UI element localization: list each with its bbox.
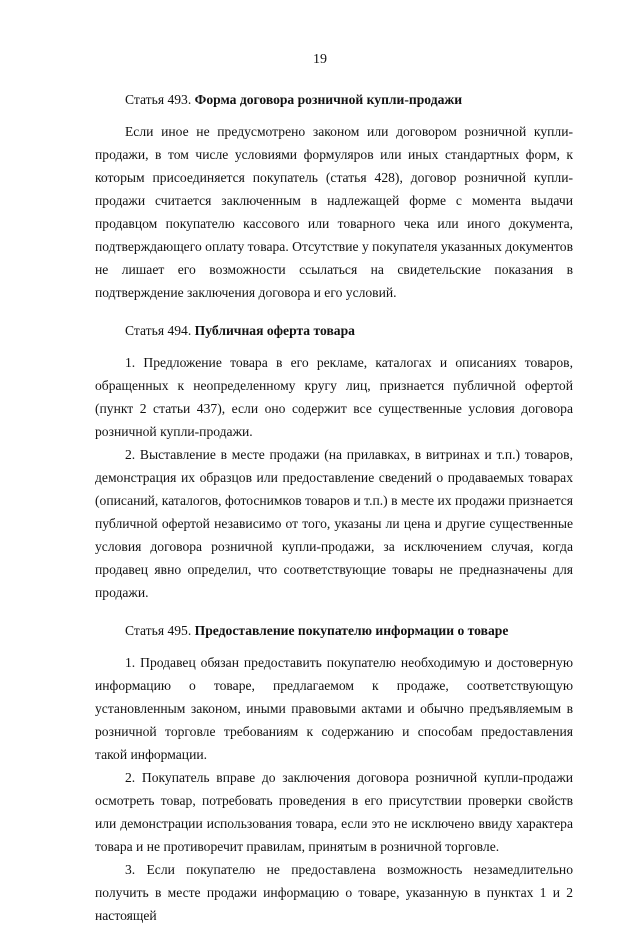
article-494	[95, 321, 573, 604]
article-title: Публичная оферта товара	[194, 323, 355, 338]
article-493	[95, 90, 573, 304]
page-number: 19	[313, 52, 327, 67]
article-label: Статья 494.	[125, 323, 192, 338]
document-body	[95, 90, 573, 944]
article-495	[95, 621, 573, 927]
paragraph: 1. Продавец обязан предоставить покупателю необходимую и достоверную информацию о товаре, предлагаемом к продаже, соответствующую установленным законом, иными правовыми актами и обычно предъявляемым в розничной торговле требованиям к содержанию и способам предоставления такой информации.	[95, 655, 573, 762]
paragraph: 2. Выставление в месте продажи (на прилавках, в витринах и т.п.) товаров, демонстрация их образцов или предоставление сведений о продаваемых товарах (описаний, каталогов, фотоснимков товаров и т.п.) в месте их продажи признается публичной офертой независимо от того, указаны ли цена и другие существенные условия договора розничной купли-продажи, за исключением случая, когда продавец явно определил, что соответствующие товары не предназначены для продажи.	[95, 447, 573, 600]
article-heading	[125, 621, 573, 641]
paragraph: Если иное не предусмотрено законом или договором розничной купли-продажи, в том числе условиями формуляров или иных стандартных форм, к которым присоединяется покупатель (статья 428), договор розничной купли-продажи считается заключенным в надлежащей форме с момента выдачи продавцом покупателю кассового или товарного чека или иного документа, подтверждающего оплату товара. Отсутствие у покупателя указанных документов не лишает его возможности ссылаться на свидетельские показания в подтверждение заключения договора и его условий.	[95, 124, 573, 300]
paragraph: 3. Если покупателю не предоставлена возможность незамедлительно получить в месте продажи информацию о товаре, указанную в пунктах 1 и 2 настоящей	[95, 862, 573, 923]
article-label: Статья 495.	[125, 623, 192, 638]
article-title: Форма договора розничной купли-продажи	[194, 92, 463, 107]
article-heading	[125, 321, 573, 341]
article-title: Предоставление покупателю информации о товаре	[194, 623, 509, 638]
paragraph: 1. Предложение товара в его рекламе, каталогах и описаниях товаров, обращенных к неопределенному кругу лиц, признается публичной офертой (пункт 2 статьи 437), если оно содержит все существенные условия договора розничной купли-продажи.	[95, 355, 573, 439]
article-label: Статья 493.	[125, 92, 192, 107]
paragraph: 2. Покупатель вправе до заключения договора розничной купли-продажи осмотреть товар, потребовать проведения в его присутствии проверки свойств или демонстрации использования товара, если это не исключено ввиду характера товара и не противоречит правилам, принятым в розничной торговле.	[95, 770, 573, 854]
article-heading	[125, 90, 573, 110]
